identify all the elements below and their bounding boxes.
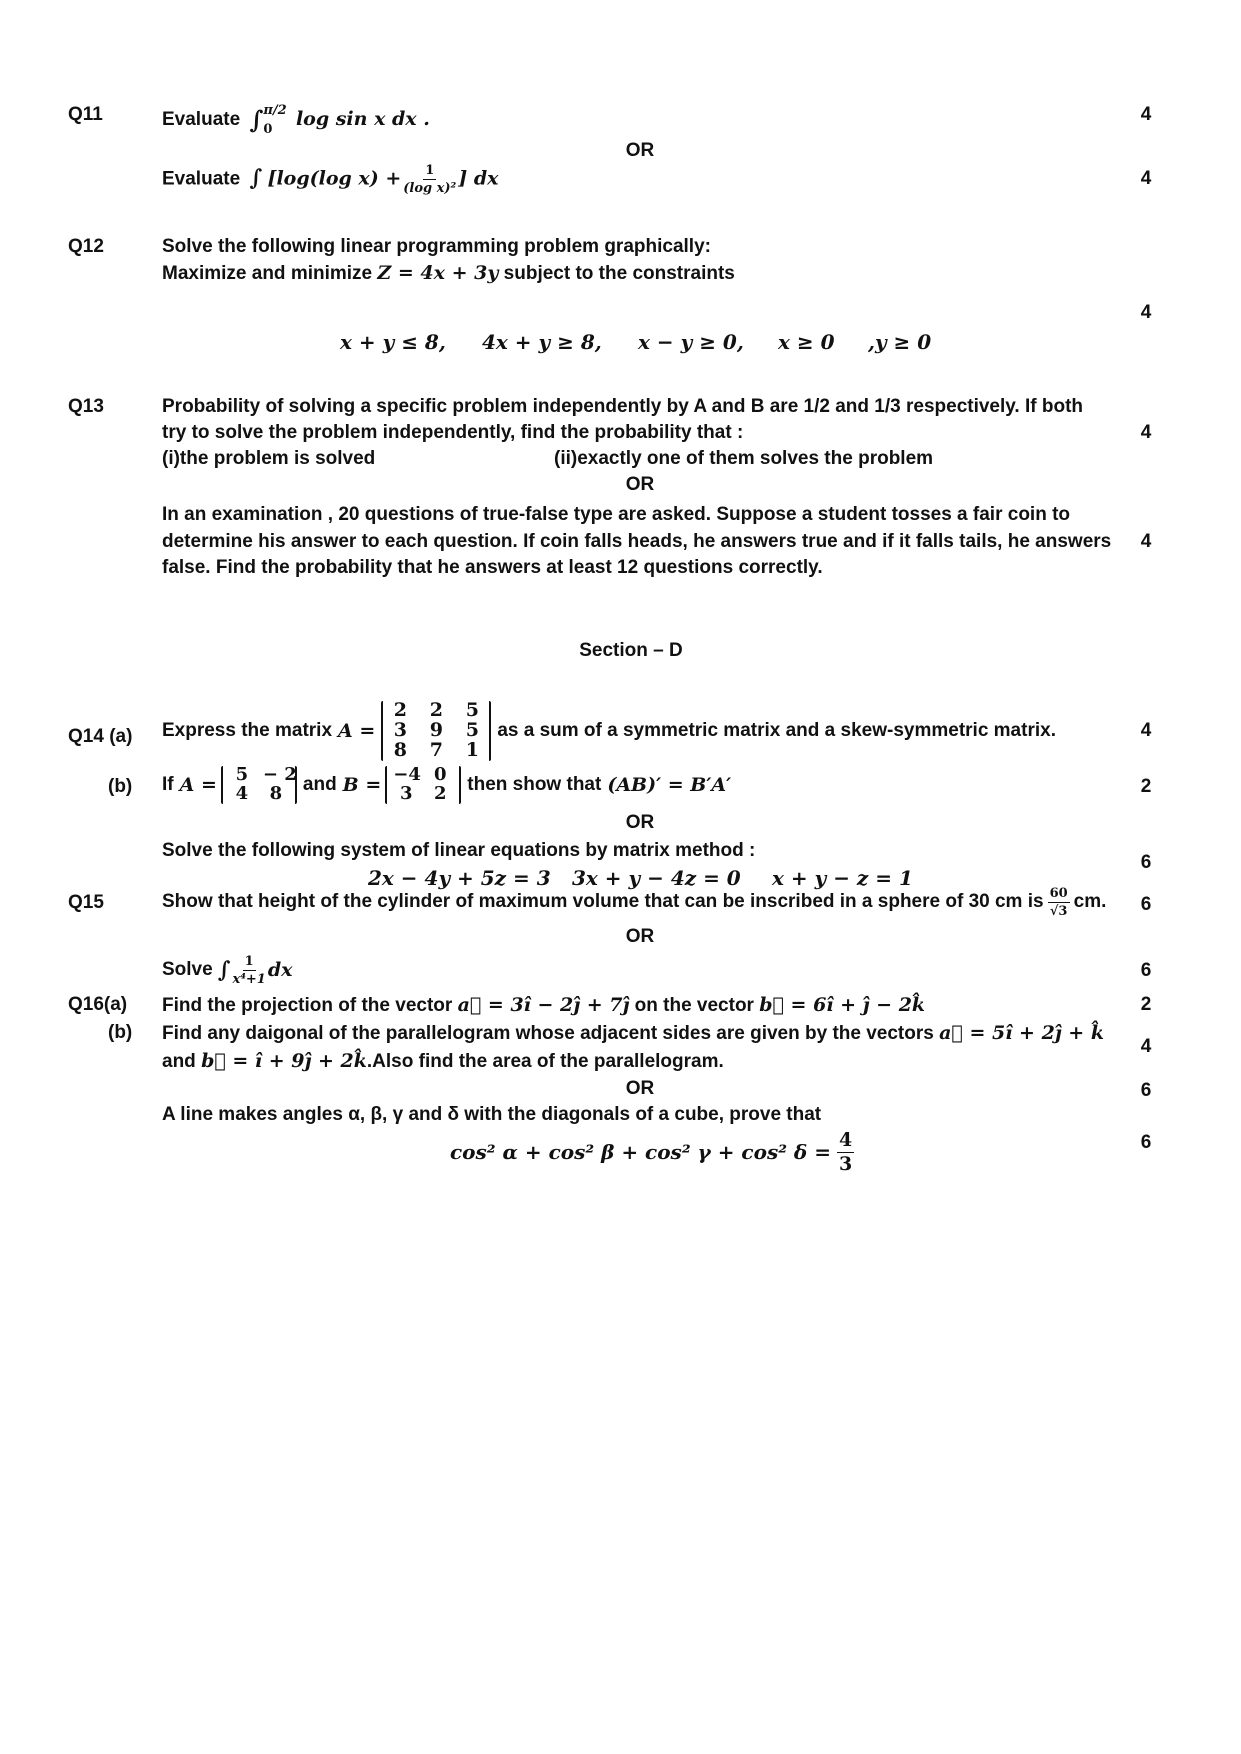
q14-part-b: [162, 762, 731, 808]
matrix-a2: [221, 766, 297, 804]
q12-constraint-2: 4x + y ≥ 8,: [482, 330, 602, 354]
q11-a-upper-limit: π/2: [263, 103, 287, 118]
q16-b-marks: 4: [1140, 1036, 1152, 1057]
q11-a-prefix: Evaluate: [162, 109, 241, 131]
q16-alt-lhs: cos² α + cos² β + cos² γ + cos² δ =: [450, 1140, 831, 1164]
q13-part-ii: (ii)exactly one of them solves the problem: [554, 448, 934, 469]
q13-line1: Probability of solving a specific problem independently by A and B are 1/2 and 1/3 respectively. If both: [162, 396, 1084, 417]
q16-b-vector-a: a⃗ = 5î + 2ĵ + k̂: [939, 1022, 1104, 1044]
q13-a-marks: 4: [1140, 422, 1152, 443]
matrix-cell: 7: [429, 738, 443, 761]
q16-a-vector-b: b⃗ = 6î + ĵ − 2k̂: [759, 994, 926, 1016]
q11-part-a: [162, 104, 430, 136]
q11-b-denominator: (log x)²: [403, 181, 457, 196]
q14-b-a-eq: A =: [179, 774, 217, 796]
q16-alt-denominator: 3: [839, 1152, 853, 1175]
q16-a-vector-a: a⃗ = 3î − 2ĵ + 7ĵ: [457, 994, 630, 1016]
q14-number: Q14 (a): [68, 726, 133, 747]
q16-a-prefix: Find the projection of the vector: [162, 995, 453, 1016]
q16-b-line1-text: Find any daigonal of the parallelogram whose adjacent sides are given by the vectors: [162, 1023, 934, 1044]
q16-alt-equation: [450, 1128, 856, 1176]
q14-a-eq: A =: [338, 720, 376, 742]
q16-a-mid: on the vector: [634, 995, 754, 1016]
q15-alt-marks: 6: [1140, 960, 1152, 981]
matrix-cell: 2: [429, 699, 443, 722]
q13-part-i: (i)the problem is solved: [162, 448, 376, 469]
integral-sign: ∫: [249, 105, 264, 135]
q11-b-numerator: 1: [425, 163, 435, 178]
q16-b-and: and: [162, 1051, 196, 1072]
q16-b-line2: [162, 1050, 724, 1073]
q15-alt-prefix: Solve: [162, 959, 213, 980]
matrix-cell: 5: [235, 764, 249, 786]
matrix-cell: − 2: [262, 764, 297, 786]
q11-b-close: ] dx: [458, 167, 499, 190]
matrix-cell: 1: [465, 738, 479, 761]
matrix-cell: 3: [400, 783, 413, 804]
q15-alt: [162, 950, 292, 990]
q11-b-marks: 4: [1140, 168, 1152, 189]
q16-alt-numerator: 4: [839, 1128, 853, 1151]
section-heading: Section – D: [579, 640, 683, 661]
q12-constraint-4: x ≥ 0: [778, 330, 835, 354]
q12-constraint-5: ,y ≥ 0: [868, 330, 932, 354]
matrix-cell: 8: [269, 783, 283, 804]
q15-fraction-denominator: √3: [1049, 903, 1068, 919]
q15-text: Show that height of the cylinder of maximum volume that can be inscribed in a sphere of 30 cm is: [162, 891, 1044, 912]
or-separator: OR: [625, 1078, 655, 1099]
q14-equation-2: 3x + y − 4z = 0: [572, 866, 741, 890]
q12-line2-suffix: subject to the constraints: [503, 263, 735, 284]
q14-a-suffix: as a sum of a symmetric matrix and a skew-symmetric matrix.: [497, 720, 1056, 741]
q14-alt-marks: 6: [1140, 852, 1152, 873]
matrix-cell: 5: [465, 699, 479, 722]
matrix-cell: 2: [434, 783, 447, 804]
q13-number: Q13: [68, 396, 104, 417]
q15-fraction-numerator: 60: [1049, 885, 1068, 901]
q13-line2: try to solve the problem independently, find the probability that :: [162, 422, 744, 443]
q11-a-lower-limit: 0: [263, 122, 273, 137]
q14-alt-line: Solve the following system of linear equations by matrix method :: [162, 840, 756, 861]
or-separator: OR: [625, 812, 655, 833]
matrix-cell: 0: [434, 764, 447, 786]
q15-alt-dx: dx: [267, 959, 293, 981]
q14-equation-1: 2x − 4y + 5z = 3: [368, 866, 551, 890]
integral-sign: ∫: [249, 164, 263, 191]
matrix-cell: −4: [393, 764, 421, 786]
q14-equation-3: x + y − z = 1: [772, 866, 913, 890]
or-separator: OR: [625, 140, 655, 161]
q16-b-line1: [162, 1022, 1104, 1045]
integral-sign: ∫: [217, 957, 231, 983]
q15-alt-denominator: x⁴+1: [232, 971, 266, 987]
q16-part-a: [162, 994, 925, 1017]
q12-constraint-1: x + y ≤ 8,: [340, 330, 446, 354]
q11-a-expression: log sin x dx .: [295, 108, 430, 131]
q15-question: [162, 882, 1106, 922]
matrix-a: [381, 701, 491, 761]
q15-alt-numerator: 1: [244, 953, 254, 969]
q12-marks: 4: [1140, 302, 1152, 323]
q14-b-then: then show that: [467, 774, 602, 795]
q12-line2: [162, 262, 735, 285]
or-separator: OR: [625, 474, 655, 495]
q12-objective: Z = 4x + 3y: [377, 262, 499, 284]
matrix-cell: 8: [393, 738, 407, 761]
q13-b-marks: 4: [1140, 531, 1152, 552]
q14-part-a: [162, 693, 1056, 769]
matrix-cell: 2: [393, 699, 407, 722]
q14-b-marks: 2: [1140, 776, 1152, 797]
q14-b-label: (b): [108, 776, 133, 797]
or-separator: OR: [625, 926, 655, 947]
q14-a-prefix: Express the matrix: [162, 720, 333, 741]
q14-b-and: and: [302, 774, 337, 795]
q14-b-identity: (AB)′ = B′A′: [607, 774, 732, 796]
q16-alt-line: A line makes angles α, β, γ and δ with the diagonals of a cube, prove that: [162, 1104, 822, 1125]
q11-b-prefix: Evaluate: [162, 168, 241, 190]
q16-alt-marks: 6: [1140, 1132, 1152, 1153]
q16-number: Q16(a): [68, 994, 128, 1015]
matrix-b: [385, 766, 461, 804]
matrix-cell: 9: [429, 719, 443, 742]
q11-a-marks: 4: [1140, 104, 1152, 125]
matrix-cell: 3: [393, 719, 407, 742]
q14-b-if: If: [162, 774, 174, 795]
matrix-cell: 4: [235, 783, 249, 804]
q13-alt-line2: determine his answer to each question. If coin falls heads, he answers true and if it falls tails, he answers: [162, 531, 1112, 552]
q11-number: Q11: [68, 104, 103, 125]
q12-number: Q12: [68, 236, 104, 257]
q11-b-open: [log(log x) +: [267, 167, 402, 190]
q16-b-vector-b: b⃗ = î + 9ĵ + 2k̂: [201, 1050, 367, 1072]
q16-b-line2-text: .Also find the area of the parallelogram.: [366, 1051, 724, 1072]
q14-a-marks: 4: [1140, 720, 1152, 741]
q15-number: Q15: [68, 892, 104, 913]
q12-line2-prefix: Maximize and minimize: [162, 263, 373, 284]
q12-constraint-3: x − y ≥ 0,: [638, 330, 744, 354]
q12-line1: Solve the following linear programming problem graphically:: [162, 236, 711, 257]
q11-part-b: [162, 164, 498, 195]
q13-alt-line1: In an examination , 20 questions of true-false type are asked. Suppose a student tosses a fair coin to: [162, 504, 1071, 525]
q16-or-marks: 6: [1140, 1080, 1152, 1101]
q15-unit: cm.: [1073, 891, 1107, 912]
q13-alt-line3: false. Find the probability that he answers at least 12 questions correctly.: [162, 557, 823, 578]
q16-b-label: (b): [108, 1022, 133, 1043]
q15-marks: 6: [1140, 894, 1152, 915]
q14-b-b-eq: B =: [342, 774, 382, 796]
matrix-cell: 5: [465, 719, 479, 742]
q16-a-marks: 2: [1140, 994, 1152, 1015]
